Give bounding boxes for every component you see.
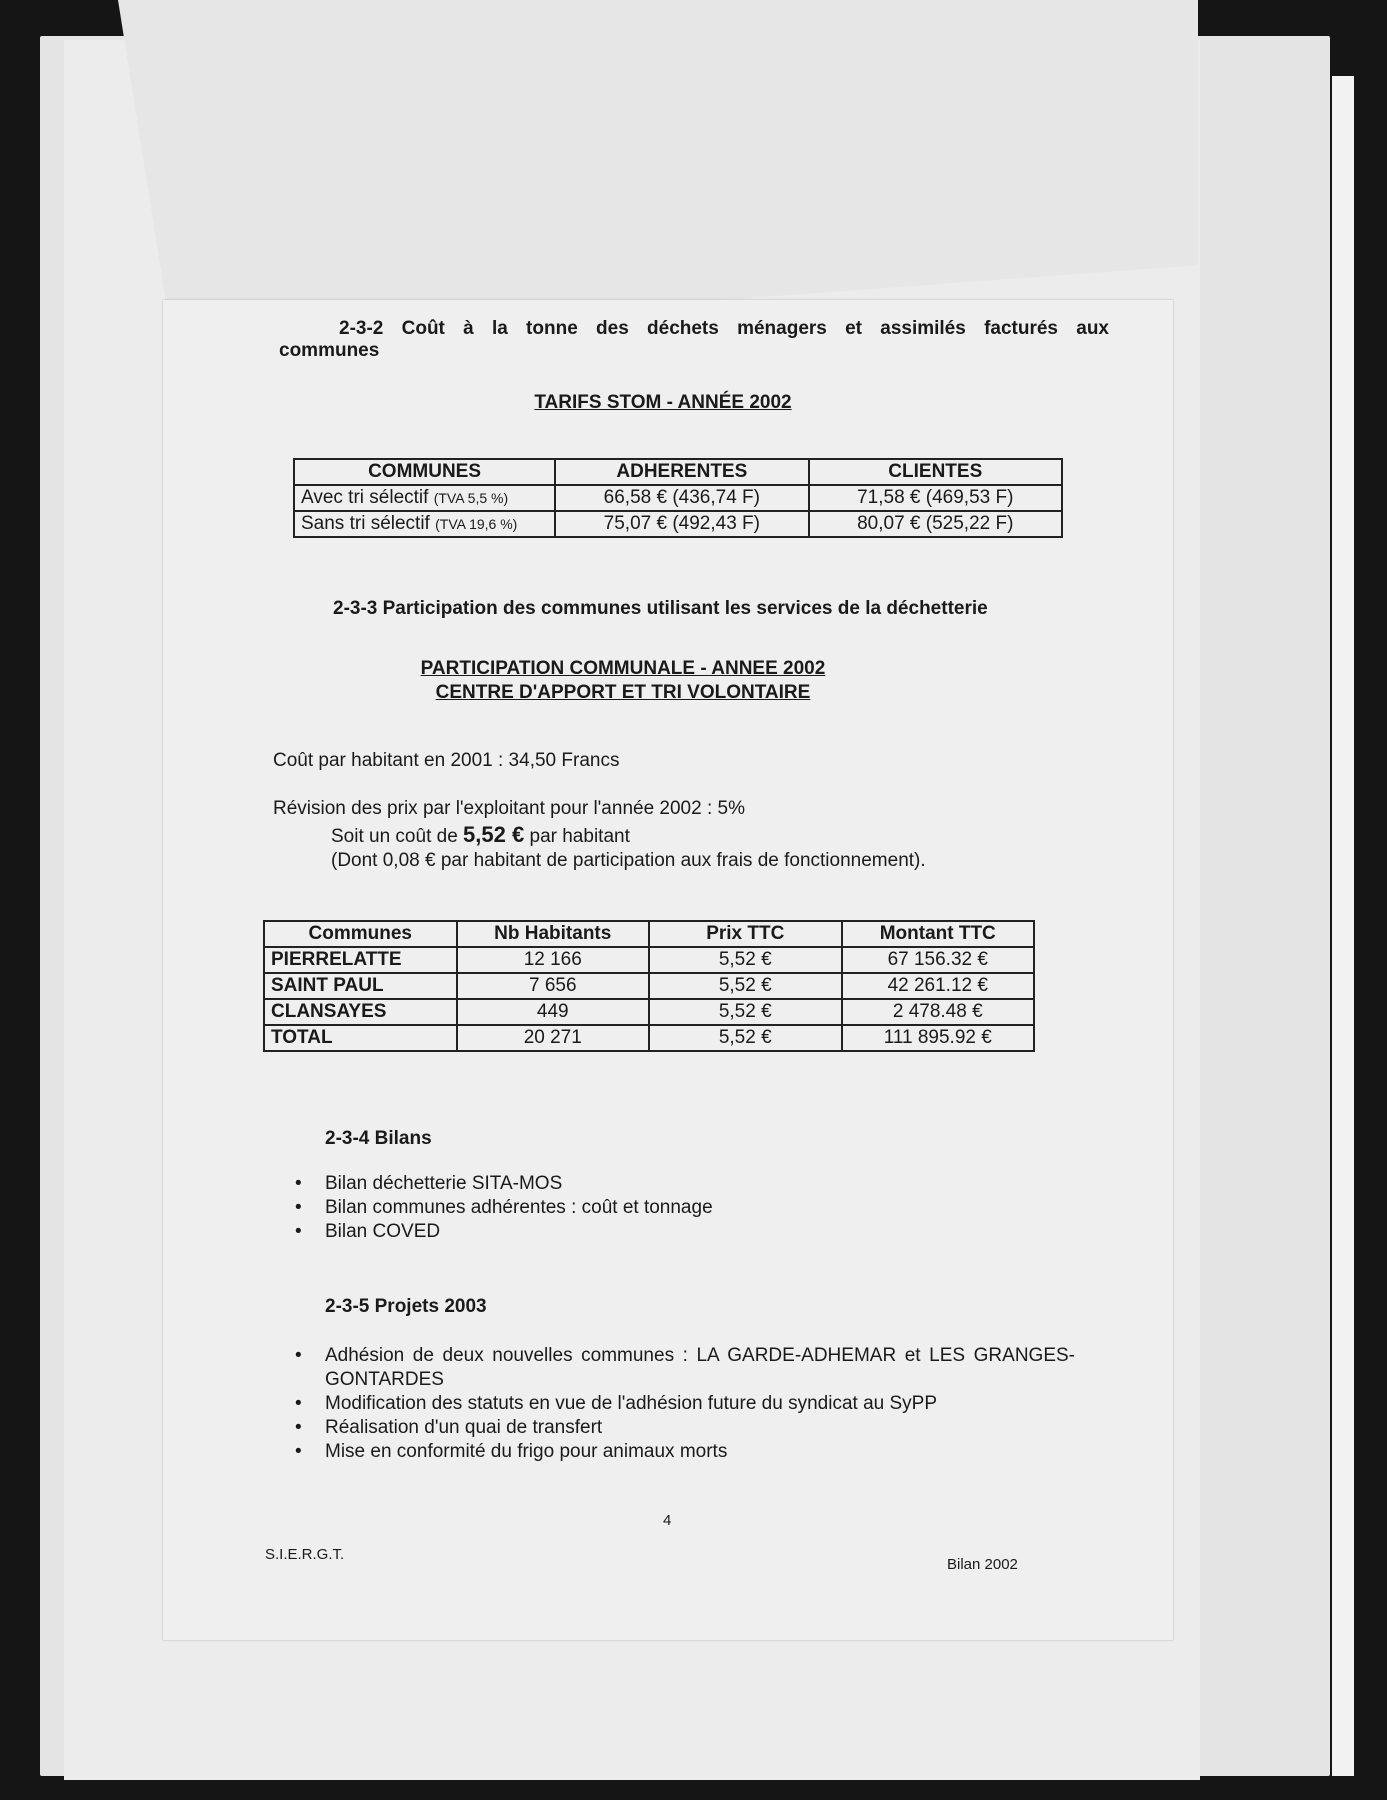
cell-habitants: 7 656 [457,973,650,999]
col-header-montant-ttc: Montant TTC [842,921,1035,947]
list-item: • Bilan communes adhérentes : coût et tonnage [295,1197,713,1218]
cell-montant: 67 156.32 € [842,947,1035,973]
cell-clientes: 80,07 € (525,22 F) [809,511,1062,537]
cell-clientes: 71,58 € (469,53 F) [809,485,1062,511]
bullet-icon: • [295,1393,302,1414]
list-item: • Adhésion de deux nouvelles communes : LA GARDE-ADHEMAR et LES GRANGES-GONTARDES [295,1345,1075,1390]
tarifs-table-title: TARIFS STOM - ANNÉE 2002 [534,392,792,413]
col-header-communes: COMMUNES [294,459,555,485]
row-label: Avec tri sélectif (TVA 5,5 %) [294,485,555,511]
list-item: • Mise en conformité du frigo pour animaux morts [295,1441,728,1462]
section-232-heading-line1: 2-3-2 Coût à la tonne des déchets ménagers et assimilés facturés aux [339,318,1109,339]
table-header-row [294,459,1062,485]
tarifs-table [293,458,1063,538]
cell-prix: 5,52 € [649,973,842,999]
cell-commune: TOTAL [264,1025,457,1051]
list-item: • Réalisation d'un quai de transfert [295,1417,603,1438]
col-header-adherentes: ADHERENTES [555,459,808,485]
page-edge [1332,76,1354,1776]
cell-commune: CLANSAYES [264,999,457,1025]
cell-montant: 2 478.48 € [842,999,1035,1025]
cell-commune: PIERRELATTE [264,947,457,973]
projets-list [291,1344,1075,1464]
list-item: • Modification des statuts en vue de l'adhésion future du syndicat au SyPP [295,1393,937,1414]
cell-montant: 42 261.12 € [842,973,1035,999]
table-row [264,973,1034,999]
section-235-heading: 2-3-5 Projets 2003 [325,1296,487,1317]
bullet-icon: • [295,1173,302,1194]
col-header-nb-habitants: Nb Habitants [457,921,650,947]
bullet-icon: • [295,1197,302,1218]
participation-title-line2: CENTRE D'APPORT ET TRI VOLONTAIRE [435,682,811,703]
cell-commune: SAINT PAUL [264,973,457,999]
col-header-clientes: CLIENTES [809,459,1062,485]
dont-text: (Dont 0,08 € par habitant de participation aux frais de fonctionnement). [331,850,926,871]
cost-2001-text: Coût par habitant en 2001 : 34,50 Francs [273,750,620,771]
table-row [264,947,1034,973]
bullet-icon: • [295,1417,302,1438]
bullet-icon: • [295,1441,302,1462]
cell-adherentes: 75,07 € (492,43 F) [555,511,808,537]
col-header-communes: Communes [264,921,457,947]
cost-per-inhabitant-text: Soit un coût de 5,52 € par habitant [331,822,630,847]
table-row [264,1025,1034,1051]
list-item: • Bilan COVED [295,1221,441,1242]
participation-table [263,920,1035,1052]
table-row [264,999,1034,1025]
section-234-heading: 2-3-4 Bilans [325,1128,432,1149]
col-header-prix-ttc: Prix TTC [649,921,842,947]
footer-left: S.I.E.R.G.T. [265,1546,345,1563]
table-row [294,485,1062,511]
participation-title-line1: PARTICIPATION COMMUNALE - ANNEE 2002 [420,658,826,679]
cell-habitants: 12 166 [457,947,650,973]
section-233-heading: 2-3-3 Participation des communes utilisant les services de la déchetterie [333,598,988,619]
cell-prix: 5,52 € [649,999,842,1025]
list-item: • Bilan déchetterie SITA-MOS [295,1173,563,1194]
document-page [163,300,1173,1640]
bullet-icon: • [295,1345,302,1366]
cell-habitants: 20 271 [457,1025,650,1051]
cell-habitants: 449 [457,999,650,1025]
bullet-icon: • [295,1221,302,1242]
section-232-heading-line2: communes [279,340,380,361]
row-label: Sans tri sélectif (TVA 19,6 %) [294,511,555,537]
cell-montant: 111 895.92 € [842,1025,1035,1051]
bilans-list [291,1172,1051,1244]
footer-right: Bilan 2002 [947,1556,1018,1573]
revision-text: Révision des prix par l'exploitant pour l'année 2002 : 5% [273,798,745,819]
cell-prix: 5,52 € [649,1025,842,1051]
page-number: 4 [663,1512,672,1529]
cell-prix: 5,52 € [649,947,842,973]
table-row [294,511,1062,537]
table-header-row [264,921,1034,947]
cell-adherentes: 66,58 € (436,74 F) [555,485,808,511]
